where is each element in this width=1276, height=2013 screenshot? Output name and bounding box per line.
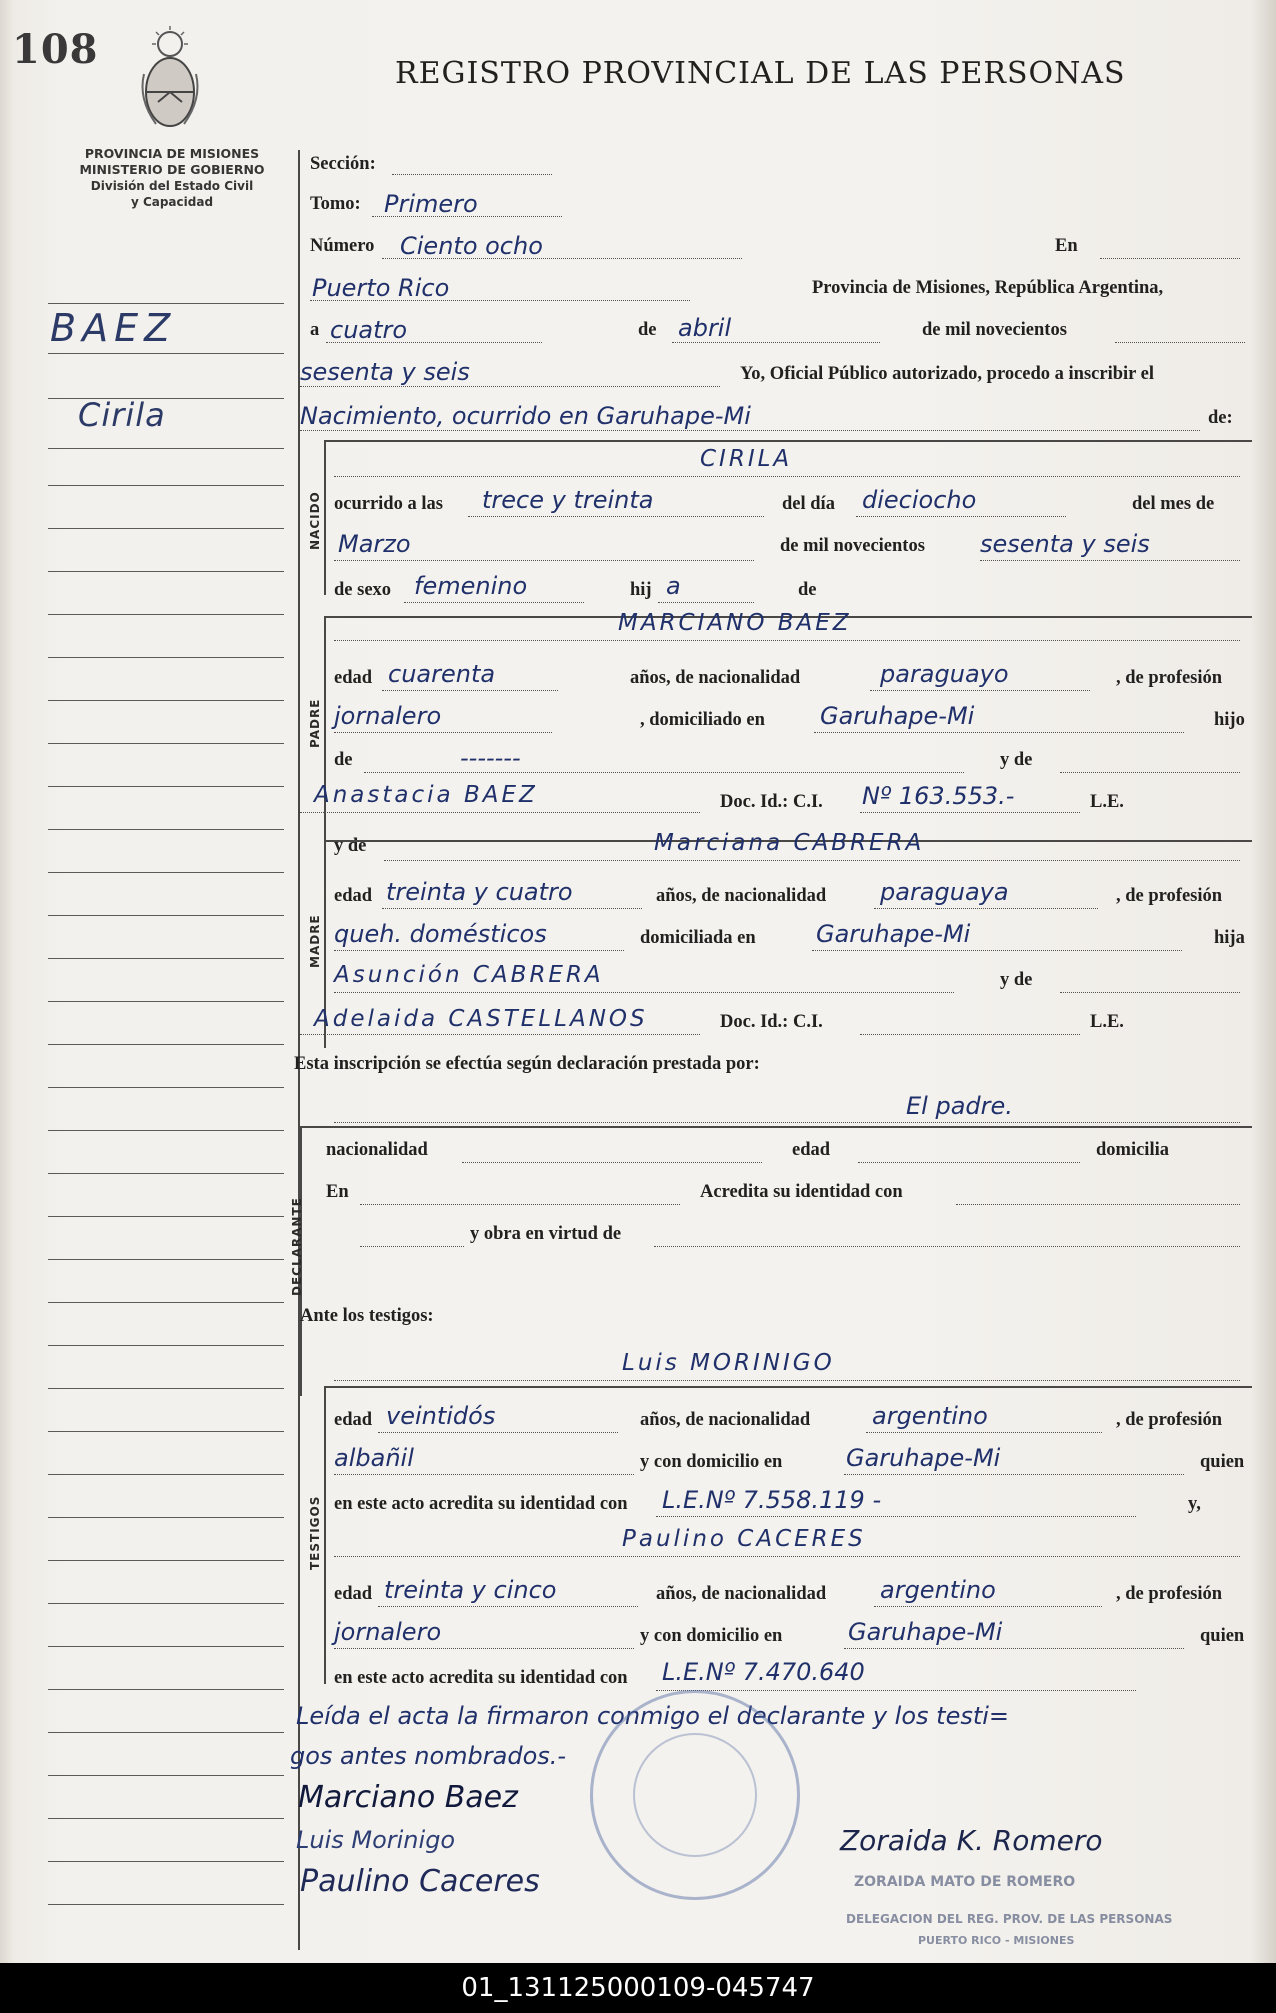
margin-rule (48, 872, 284, 873)
margin-rule (48, 614, 284, 615)
value-padre-madre-de: Anastacia BAEZ (314, 782, 538, 808)
value-testigo2-domicilio: Garuhape-Mi (848, 1618, 1003, 1646)
label-a: a (310, 320, 320, 340)
margin-rule (48, 1861, 284, 1862)
coat-of-arms-icon (136, 24, 204, 136)
label-y-de-madre-2: y de (1000, 970, 1033, 990)
label-doc-id-padre: Doc. Id.: C.I. (720, 792, 823, 812)
margin-rule (48, 700, 284, 701)
field-rule (866, 1432, 1102, 1433)
label-de-sexo: de sexo (334, 580, 392, 600)
margin-rule (48, 1517, 284, 1518)
margin-rule (48, 353, 284, 354)
field-rule (360, 1246, 464, 1247)
field-rule (874, 1606, 1102, 1607)
label-nacionalidad-madre: años, de nacionalidad (656, 886, 827, 906)
stamp-location: PUERTO RICO - MISIONES (918, 1934, 1075, 1947)
label-yo-oficial: Yo, Oficial Público autorizado, procedo a inscribir el (740, 364, 1155, 384)
field-rule (956, 1204, 1240, 1205)
margin-rule (48, 915, 284, 916)
value-lugar: Puerto Rico (312, 274, 450, 302)
field-rule (378, 1432, 618, 1433)
label-acredita: Acredita su identidad con (700, 1182, 903, 1202)
label-ocurrido: ocurrido a las (334, 494, 443, 514)
value-dia-inscripcion: cuatro (330, 316, 408, 344)
label-profesion-testigo1: , de profesión (1116, 1410, 1223, 1430)
margin-surname: BAEZ (50, 306, 177, 350)
label-con-domicilio-testigo1: y con domicilio en (640, 1452, 783, 1472)
value-testigo1-documento: L.E.Nº 7.558.119 - (662, 1486, 882, 1514)
field-rule (1100, 258, 1240, 259)
field-rule (404, 602, 584, 603)
agency-line: PROVINCIA DE MISIONES (84, 146, 260, 161)
field-rule (844, 1648, 1184, 1649)
field-rule (814, 732, 1184, 733)
agency-line: División del Estado Civil (90, 179, 254, 193)
margin-rule (48, 1431, 284, 1432)
label-doc-id-madre: Doc. Id.: C.I. (720, 1012, 823, 1032)
margin-rule (48, 571, 284, 572)
field-rule (844, 1474, 1184, 1475)
section-label-testigos: TESTIGOS (308, 1495, 322, 1570)
stamp-name: ZORAIDA MATO DE ROMERO (854, 1874, 1076, 1890)
signature-father: Marciano Baez (298, 1780, 518, 1815)
page-number: 108 (12, 26, 99, 73)
label-en-declarante: En (326, 1182, 349, 1202)
field-rule (334, 560, 754, 561)
field-rule (860, 1034, 1080, 1035)
margin-rule (48, 1646, 284, 1647)
margin-rule (48, 1216, 284, 1217)
label-nacionalidad-declarante: nacionalidad (326, 1140, 428, 1160)
label-de-mil-novecientos-2: de mil novecientos (780, 536, 925, 556)
value-padre-nacionalidad: paraguayo (880, 660, 1009, 688)
value-madre-padre-de: Asunción CABRERA (334, 962, 604, 988)
value-mes: Marzo (338, 530, 411, 558)
margin-rule (48, 786, 284, 787)
field-rule (334, 950, 624, 951)
margin-rule (48, 958, 284, 959)
label-de-padres: de (798, 580, 817, 600)
label-acredita-testigo1: en este acto acredita su identidad con (334, 1494, 628, 1514)
margin-rule (48, 1087, 284, 1088)
field-rule (392, 174, 552, 175)
value-declarante: El padre. (906, 1092, 1013, 1120)
birth-record-form (290, 150, 1250, 1950)
label-domiciliada-madre: domiciliada en (640, 928, 756, 948)
field-rule (300, 1034, 700, 1035)
closing-line-1: Leída el acta la firmaron conmigo el declarante y los testi= (296, 1702, 1010, 1730)
field-rule (870, 690, 1090, 691)
field-rule (382, 908, 642, 909)
value-anio-inscripcion: sesenta y seis (300, 358, 470, 386)
value-padre-padre-de: ------- (460, 744, 521, 772)
field-rule (334, 1122, 1240, 1123)
label-de-mil-novecientos: de mil novecientos (922, 320, 1067, 340)
label-domicilia: domicilia (1096, 1140, 1169, 1160)
field-rule (658, 602, 754, 603)
label-hija: hija (1214, 928, 1245, 948)
margin-rule (48, 1130, 284, 1131)
value-sexo: femenino (414, 572, 528, 600)
closing-line-2: gos antes nombrados.- (290, 1742, 567, 1770)
field-rule (1060, 992, 1240, 993)
field-rule (468, 516, 764, 517)
field-rule (856, 516, 1066, 517)
field-rule (300, 812, 700, 813)
label-nacionalidad-testigo2: años, de nacionalidad (656, 1584, 827, 1604)
field-rule (462, 1162, 762, 1163)
label-edad-testigo1: edad (334, 1410, 373, 1430)
margin-rule (48, 1001, 284, 1002)
field-rule (672, 342, 880, 343)
value-madre-nombre: Marciana CABRERA (654, 830, 925, 856)
value-acto: Nacimiento, ocurrido en Garuhape-Mi (300, 402, 751, 430)
field-rule (334, 1648, 634, 1649)
label-profesion-madre: , de profesión (1116, 886, 1223, 906)
value-hij-suffix: a (666, 572, 681, 600)
value-tomo: Primero (384, 190, 478, 218)
section-label-padre: PADRE (308, 698, 322, 748)
document-title: REGISTRO PROVINCIAL DE LAS PERSONAS (395, 56, 1126, 91)
value-dia: dieciocho (862, 486, 977, 514)
margin-rule (48, 448, 284, 449)
official-seal-inner (633, 1733, 757, 1857)
label-numero: Número (310, 236, 375, 256)
margin-rule (48, 1689, 284, 1690)
value-madre-madre-de: Adelaida CASTELLANOS (314, 1006, 648, 1032)
value-madre-domicilio: Garuhape-Mi (816, 920, 971, 948)
value-nombre: CIRILA (700, 446, 793, 472)
label-hijo: hijo (1214, 710, 1245, 730)
label-edad-madre: edad (334, 886, 373, 906)
value-anio: sesenta y seis (980, 530, 1150, 558)
label-de-colon: de: (1208, 408, 1233, 428)
label-le-padre: L.E. (1090, 792, 1124, 812)
field-rule (812, 950, 1182, 951)
field-rule (1060, 772, 1240, 773)
value-testigo1-nacionalidad: argentino (872, 1402, 988, 1430)
agency-block (52, 146, 292, 210)
field-rule (364, 772, 964, 773)
label-en: En (1055, 236, 1078, 256)
field-rule (334, 640, 1240, 641)
margin-rule (48, 1044, 284, 1045)
value-testigo1-profesion: albañil (334, 1444, 414, 1472)
label-de-padre-padre: de (334, 750, 353, 770)
field-rule (980, 560, 1240, 561)
value-testigo2-nacionalidad: argentino (880, 1576, 996, 1604)
margin-rule (48, 829, 284, 830)
value-testigo1-domicilio: Garuhape-Mi (846, 1444, 1001, 1472)
margin-rule (48, 743, 284, 744)
margin-rule (48, 1603, 284, 1604)
label-provincia: Provincia de Misiones, República Argentina, (812, 278, 1164, 298)
label-edad-testigo2: edad (334, 1584, 373, 1604)
margin-rule (48, 1560, 284, 1561)
value-madre-edad: treinta y cuatro (386, 878, 573, 906)
label-nacionalidad-testigo1: años, de nacionalidad (640, 1410, 811, 1430)
field-rule (654, 1246, 1240, 1247)
margin-rule (48, 528, 284, 529)
field-rule (858, 1162, 1080, 1163)
field-rule (384, 860, 1240, 861)
value-numero: Ciento ocho (400, 232, 543, 260)
label-edad-declarante: edad (792, 1140, 831, 1160)
value-padre-ci: Nº 163.553.- (862, 782, 1015, 810)
label-declaracion: Esta inscripción se efectúa según declaración prestada por: (294, 1054, 760, 1074)
value-padre-nombre: MARCIANO BAEZ (618, 610, 852, 636)
label-quien-testigo1: quien (1200, 1452, 1245, 1472)
label-profesion-padre: , de profesión (1116, 668, 1223, 688)
margin-rule (48, 1818, 284, 1819)
value-madre-profesion: queh. domésticos (334, 920, 547, 948)
margin-rule (48, 1345, 284, 1346)
field-rule (334, 1556, 1240, 1557)
label-de: de (638, 320, 657, 340)
label-del-dia: del día (782, 494, 835, 514)
value-testigo2-profesion: jornalero (334, 1618, 442, 1646)
label-hij: hij (630, 580, 652, 600)
margin-rule (48, 1474, 284, 1475)
label-del-mes: del mes de (1132, 494, 1215, 514)
label-quien-testigo2: quien (1200, 1626, 1245, 1646)
margin-rule (48, 1775, 284, 1776)
field-rule (874, 908, 1098, 909)
value-testigo1-nombre: Luis MORINIGO (622, 1350, 835, 1376)
value-testigo2-documento: L.E.Nº 7.470.640 (662, 1658, 865, 1686)
label-obra-en-virtud: y obra en virtud de (470, 1224, 622, 1244)
label-y-de-madre: y de (334, 836, 367, 856)
value-mes-inscripcion: abril (678, 314, 732, 342)
label-ante-testigos: Ante los testigos: (300, 1306, 434, 1326)
value-hora: trece y treinta (482, 486, 654, 514)
margin-rule (48, 1173, 284, 1174)
stamp-office: DELEGACION DEL REG. PROV. DE LAS PERSONAS (846, 1912, 1173, 1926)
signature-official: Zoraida K. Romero (840, 1824, 1103, 1857)
label-edad-padre: edad (334, 668, 373, 688)
label-y-comma: y, (1188, 1494, 1201, 1514)
value-padre-edad: cuarenta (388, 660, 496, 688)
field-rule (334, 732, 552, 733)
label-le-madre: L.E. (1090, 1012, 1124, 1032)
label-seccion: Sección: (310, 154, 376, 174)
field-rule (656, 1690, 1136, 1691)
value-padre-profesion: jornalero (334, 702, 442, 730)
field-rule (334, 1380, 1240, 1381)
margin-rule (48, 485, 284, 486)
field-rule (382, 690, 558, 691)
section-label-declarante: DECLARANTE (290, 1197, 304, 1296)
margin-rule (48, 1302, 284, 1303)
section-label-nacido: NACIDO (308, 491, 322, 550)
label-nacionalidad-padre: años, de nacionalidad (630, 668, 801, 688)
agency-line: MINISTERIO DE GOBIERNO (79, 162, 265, 177)
field-rule (334, 1474, 634, 1475)
field-rule (378, 1606, 638, 1607)
field-rule (334, 476, 1240, 477)
value-testigo2-nombre: Paulino CACERES (622, 1526, 866, 1552)
signature-witness-2: Paulino Caceres (300, 1864, 540, 1899)
field-rule (300, 386, 720, 387)
field-rule (360, 1204, 680, 1205)
margin-rule (48, 1904, 284, 1905)
field-rule (1115, 342, 1245, 343)
label-y-de-padre: y de (1000, 750, 1033, 770)
field-rule (656, 1516, 1136, 1517)
margin-rule (48, 303, 284, 304)
field-rule (860, 812, 1080, 813)
label-profesion-testigo2: , de profesión (1116, 1584, 1223, 1604)
label-con-domicilio-testigo2: y con domicilio en (640, 1626, 783, 1646)
official-seal-stamp (590, 1690, 800, 1900)
label-tomo: Tomo: (310, 194, 361, 214)
value-testigo1-edad: veintidós (386, 1402, 496, 1430)
section-label-madre: MADRE (308, 914, 322, 968)
value-madre-nacionalidad: paraguaya (880, 878, 1009, 906)
margin-rule (48, 657, 284, 658)
value-padre-domicilio: Garuhape-Mi (820, 702, 975, 730)
label-domiciliado-padre: , domiciliado en (640, 710, 765, 730)
agency-line: y Capacidad (130, 195, 214, 209)
label-acredita-testigo2: en este acto acredita su identidad con (334, 1668, 628, 1688)
margin-rule (48, 1388, 284, 1389)
field-rule (334, 992, 954, 993)
signature-witness-1: Luis Morinigo (296, 1826, 456, 1854)
margin-rule (48, 1259, 284, 1260)
margin-given-name: Cirila (78, 396, 166, 434)
field-rule (300, 430, 1200, 431)
margin-rule (48, 1732, 284, 1733)
value-testigo2-edad: treinta y cinco (384, 1576, 557, 1604)
image-id-footer: 01_131125000109-045747 (0, 1963, 1276, 2013)
